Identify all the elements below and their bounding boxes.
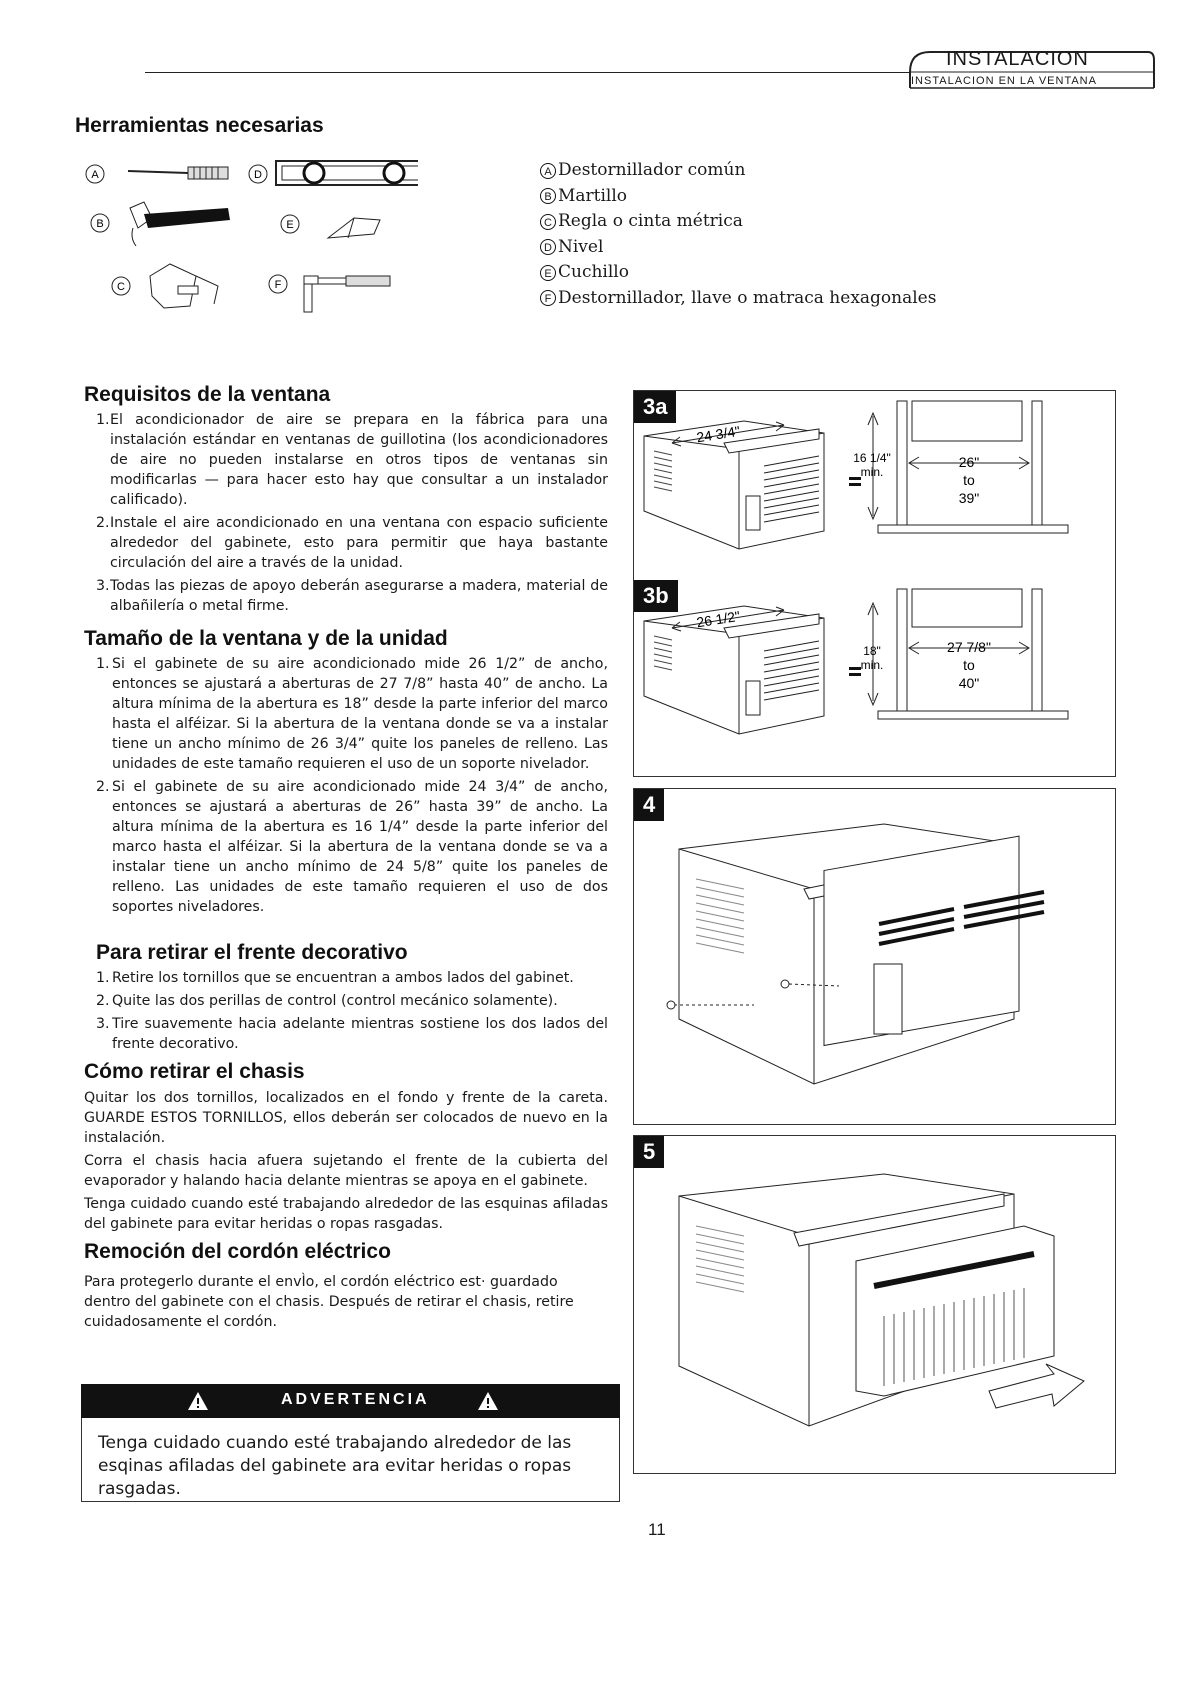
figure-3b-label: 3b	[634, 580, 678, 612]
dimension-label: 24 3/4"	[695, 422, 742, 446]
front-heading: Para retirar el frente decorativo	[96, 941, 408, 964]
warning-label: ADVERTENCIA	[281, 1391, 430, 1408]
figure-4-label: 4	[634, 789, 664, 821]
window-3a	[853, 401, 1068, 533]
tool-letter-d: D	[254, 169, 262, 181]
chassis-text	[84, 1088, 608, 1234]
figure-5-label: 5	[634, 1136, 664, 1168]
tape-measure-icon	[112, 264, 218, 308]
tool-letter-b: B	[96, 218, 104, 230]
warning-header	[81, 1384, 620, 1418]
dimension-label: 18"	[863, 644, 881, 658]
ac-unit-3b	[644, 606, 824, 734]
dimension-label: 40"	[958, 675, 980, 691]
legend-item: C Regla o cinta métrica	[540, 209, 936, 235]
figure-5-diagram	[634, 1136, 1115, 1473]
hammer-icon	[91, 202, 230, 246]
dimension-label: 26 1/2"	[695, 607, 742, 631]
legend-item: F Destornillador, llave o matraca hexagonales	[540, 286, 936, 312]
warning-box	[81, 1418, 620, 1502]
list-item: 3. Tire suavemente hacia adelante mientras sostiene los dos lados del frente decorativo.	[96, 1016, 608, 1052]
legend-item: A Destornillador común	[540, 158, 936, 184]
dimension-label: 27 7/8"	[947, 639, 991, 655]
legend-item: E Cuchillo	[540, 260, 936, 286]
figure-4-frame	[633, 788, 1116, 1125]
chassis-heading: Cómo retirar el chasis	[84, 1060, 305, 1083]
dimension-label: min.	[860, 465, 884, 479]
tool-letter-f: F	[274, 279, 282, 291]
dimension-label: 26"	[958, 454, 980, 470]
dimension-label: 16 1/4"	[853, 451, 891, 465]
front-panel	[824, 836, 1019, 1045]
list-item: 2. Quite las dos perillas de control (control mecánico solamente).	[96, 993, 558, 1009]
tools-illustration	[78, 158, 418, 318]
list-item: 2. Si el gabinete de su aire acondicionado mide 24 3/4” de ancho, entonces se ajustará a aberturas de 26” hasta 39” de ancho. La altura mínima de la abertura es 16 1/4” desde la parte inferior del marco hasta el alféizar. Si la abertura de la ventana donde se va a instalar tiene un ancho mínimo de 24 5/8” quite los paneles de relleno. Las unidades de este tamaño requieren el uso de dos soportes niveladores.	[96, 779, 608, 915]
tool-letter-c: C	[117, 281, 125, 293]
paragraph: Quitar los dos tornillos, localizados en el fondo y frente de la careta. GUARDE ESTOS TORNILLOS, ellos deberán ser colocados de nuevo en la instalación.	[84, 1090, 608, 1146]
warning-icon	[477, 1390, 499, 1412]
tool-letter-a: A	[91, 169, 99, 181]
figure-3-diagram	[634, 391, 1115, 776]
paragraph: Tenga cuidado cuando esté trabajando alrededor de las esquinas afiladas del gabinete para evitar heridas o ropas rasgadas.	[84, 1196, 608, 1232]
header-rule	[145, 72, 910, 73]
figure-5-frame	[633, 1135, 1116, 1474]
front-list	[86, 968, 608, 1057]
figure-4-diagram	[634, 789, 1115, 1124]
figure-3-frame	[633, 390, 1116, 777]
ac-unit-3a	[644, 421, 824, 549]
tools-legend	[540, 158, 936, 311]
level-icon	[249, 161, 418, 185]
list-item: 1. El acondicionador de aire se prepara en la fábrica para una instalación estándar en ventanas de guillotina (los acondicionadores de aire no pueden instalarse en otros tipos de ventanas sin modificarlas — para hacer esto hay que consultar a un instalador calificado).	[96, 412, 608, 508]
page-number: 11	[648, 1520, 666, 1539]
dimension-label: min.	[860, 658, 884, 672]
size-list	[86, 654, 608, 920]
warning-text: Tenga cuidado cuando esté trabajando alrededor de las esqinas afiladas del gabinete ara evitar heridas o ropas rasgadas.	[98, 1433, 572, 1499]
list-item: 1. Retire los tornillos que se encuentran a ambos lados del gabinet.	[96, 970, 574, 986]
tool-letter-e: E	[286, 219, 294, 231]
header-subtitle: INSTALACION EN LA VENTANA	[911, 75, 1097, 87]
list-item: 3. Todas las piezas de apoyo deberán asegurarse a madera, material de albañilería o metal firme.	[96, 578, 608, 614]
dimension-label: to	[963, 472, 975, 488]
tools-heading: Herramientas necesarias	[75, 114, 324, 137]
figure-3a-label: 3a	[634, 391, 676, 423]
cord-heading: Remoción del cordón eléctrico	[84, 1240, 391, 1263]
hex-wrench-icon	[269, 275, 390, 312]
dimension-label: to	[963, 657, 975, 673]
paragraph: Corra el chasis hacia afuera sujetando el frente de la cubierta del evaporador y halando hacia delante mientras se apoya en el gabinete.	[84, 1153, 608, 1189]
pull-arrow-icon	[989, 1364, 1084, 1408]
size-heading: Tamaño de la ventana y de la unidad	[84, 627, 448, 650]
legend-item: B Martillo	[540, 184, 936, 210]
list-item: 1. Si el gabinete de su aire acondicionado mide 26 1/2” de ancho, entonces se ajustará a aberturas de 27 7/8” hasta 40” de ancho. La altura mínima de la abertura es 18” desde la parte inferior del marco hasta el alféizar. Si la abertura de la ventana donde se va a instalar tiene un ancho mínimo de 26 3/4” quite los paneles de relleno. Las unidades de este tamaño requieren el uso de un soporte nivelador.	[96, 656, 608, 772]
legend-item: D Nivel	[540, 235, 936, 261]
knife-icon	[281, 215, 380, 238]
list-item: 2. Instale el aire acondicionado en una ventana con espacio suficiente alrededor del gabinete, esto para permitir que haya bastante circulación del aire a través de la unidad.	[96, 515, 608, 571]
window-3b	[861, 589, 1068, 719]
dimension-label: 39"	[958, 490, 980, 506]
screwdriver-icon	[86, 165, 228, 183]
header-title: INSTALACION	[946, 48, 1089, 70]
window-requirements-heading: Requisitos de la ventana	[84, 383, 331, 406]
warning-icon	[187, 1390, 209, 1412]
cord-text: Para protegerlo durante el envÌo, el cordón eléctrico est· guardado dentro del gabinete con el chasis. Después de retirar el chasis, retire cuidadosamente el cordón.	[84, 1274, 574, 1330]
window-requirements-list	[86, 410, 608, 619]
